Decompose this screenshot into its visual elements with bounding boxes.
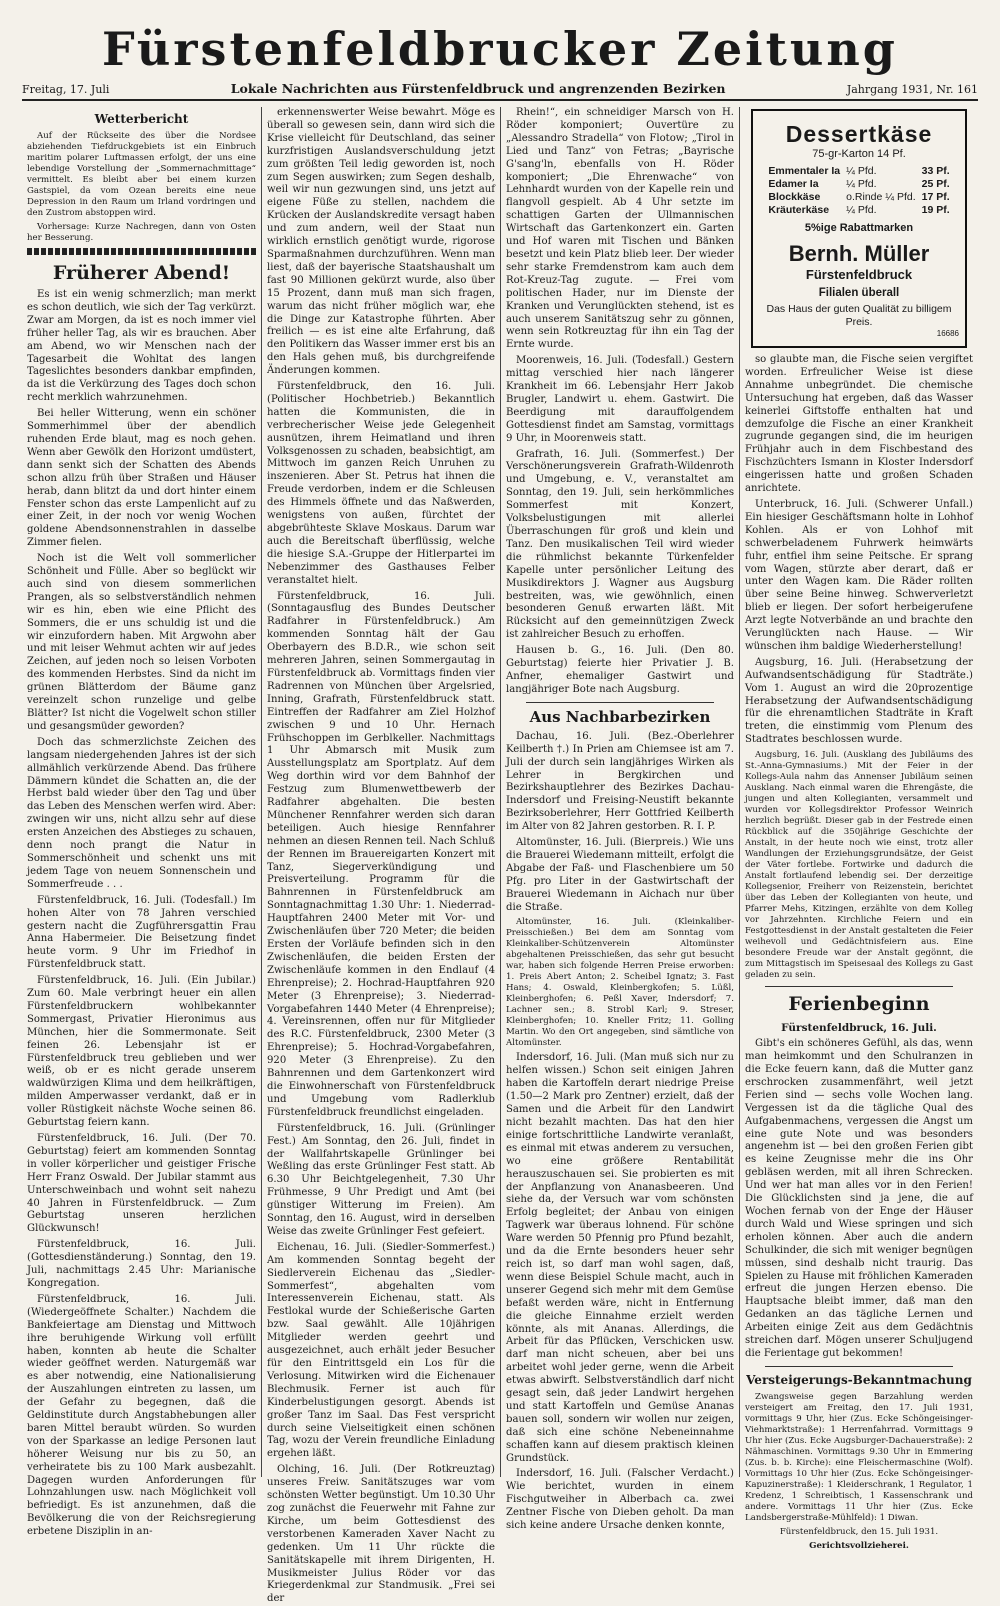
news-item: Eichenau, 16. Juli. (Siedler-Sommerfest.) Am kommenden Sonntag begeht der Siedlerverein Eichenau das „Siedler-Sommerfest“, abgehalten vom Interessenverein Eichenau, statt. Als Festlokal wurde der Schießerische Garten bzw. Saal gewählt. Alle 10jährigen Mitglieder werden geehrt und ausgezeichnet, auch erhält jeder Besucher für den Eintrittsgeld ein Los für die Verlosung. Mitwirken wird die Eichenauer Blechmusik. Ferner ist auch für Kinderbelustigungen gesorgt. Abends ist großer Tanz im Saal. Das Fest verspricht durch seine Vielseitigkeit einen schönen Tag, wozu der Verein freundliche Einladung ergehen läßt. [267,1241,495,1460]
ad-discount: 5%ige Rabattmarken [804,222,914,234]
ad-price-row [765,165,952,178]
ad-item-unit: ¼ Pfd. [846,178,877,190]
section-heading: Aus Nachbarbezirken [529,707,711,726]
notice-office: Gerichtsvollzieherei. [809,1540,909,1551]
news-item: Fürstenfeldbruck, 16. Juli. (Der 70. Geburtstag) feiert am kommenden Sonntag in voller körperlicher und geistiger Frische Herr Franz Oswald. Der Jubilar stammt aus Unterschweinbach und wohnt seit nahezu 40 Jahren in Fürstenfeldbruck. — Zum Geburtstag unseren herzlichen Glückwunsch! [27,1133,256,1235]
continued-text: erkennenswerter Weise bewahrt. Möge es überall so gewesen sein, dann wird sich die Krise vielleicht für Deutschland, das seiner kurzfristigen Auslandsverschuldung jetzt zum größten Teil ledig geworden ist, noch zum Segen auswirken; zum Segen deshalb, weil wir nun gezwungen sind, uns jetzt auf eigene Füße zu stellen, nachdem die Krücken der Auslandskredite versagt haben und zum andern, weil der Staat nun wirklich ernstlich genötigt wurde, rigorose Sparmaßnahmen durchzuführen. Wenn man liest, daß der bayerische Staatshaushalt um fast 90 Millionen gekürzt wurde, also über 15 Prozent, dann muß man sich fragen, warum das nicht früher möglich war, ehe die Dinge zur Katastrophe führten. Aber freilich — es ist eine alte Erfahrung, daß den Politikern das Wasser immer erst bis an den Hals gehen muß, bis durchgreifende Änderungen kommen. [267,107,495,377]
news-item: Indersdorf, 16. Juli. (Falscher Verdacht.) Wie berichtet, wurden in einem Fischgutweiher in Alberbach ca. zwei Zentner Fische von Dieben geholt. Da man sich keine andere Ursache denken konnte, [506,1468,734,1532]
ad-branches: Filialen überall [818,287,900,299]
news-item: Hausen b. G., 16. Juli. (Den 80. Geburtstag) feierte hier Privatier J. B. Anfner, ehemaliger Gastwirt und langjähriger Bote nach Augsburg. [506,645,734,695]
article-columns [22,107,978,1605]
ad-price-list [765,165,952,217]
essay-paragraph: Bei heller Witterung, wenn ein schöner Sommerhimmel über der abendlich ruhenden Erde blaut, mag es noch gehen. Wenn aber Gewölk den Horizont umdüstert, dann senkt sich der Schatten des Abends schon allzu früh über Straßen und Häuser herab, dann blitzt da und dort hinter einem Fenster schon das erste Lampenlicht auf zu einer Zeit, in der noch vor wenig Wochen goldene Abendsonnenstrahlen in dasselbe Zimmer fielen. [27,408,256,549]
section-divider [526,702,714,703]
news-item: Fürstenfeldbruck, 16. Juli. (Ein Jubilar.) Zum 60. Male verbringt heuer ein allen Fürstenfeldbruckern wohlbekannter Sommergast, Privatier Hieronimus aus München, hier die Sommermonate. Seit feinen 26. Lebensjahr ist er Fürstenfeldbruck treu geblieben und wer weiß, ob er es nicht gerade unserem waldwürzigen Klima und dem heilkräftigen, milden Amperwasser verdankt, daß er in voller Rüstigkeit nächste Woche seinen 86. Geburtstag feiern kann. [27,975,256,1129]
essay-paragraph: Es ist ein wenig schmerzlich; man merkt es schon deutlich, wie sich der Tag verkürzt. Zwar am Morgen, da ist es noch immer viel früher heller Tag, als wir es brauchen. Aber am Abend, wo wir Menschen nach der Tagesarbeit die Wohltat des langen Tageslichtes besonders dankbar empfinden, da ist die Verkürzung des Tages doch schon recht merklich wahrzunehmen. [27,289,256,404]
notice-text: Zwangsweise gegen Barzahlung werden versteigert am Freitag, den 17. Juli 1931, vormittags 9 Uhr, hier (Zus. Ecke Schöngeisinger-Viehmarktstraße): 1 Herrenfahrrad. Vormittags 9 Uhr hier (Zus. Ecke Augsburger-Dachauerstraße): 2 Nähmaschinen. Vormittags 9.30 Uhr in Emmering (Zus. b. b. Kirche): eine Fleischermaschine (Wolf). Vormittags 10 Uhr hier (Zus. Ecke Schöngeisinger-Kapuzinerstraße): 1 Kleiderschrank, 1 Regulator, 1 Kredenz, 1 Schreibtisch, 1 Kassenschrank und andere. Vormittags 11 Uhr hier (Zus. Ecke Landsbergerstraße-Mühlfeld): 1 Diwan. [745,1391,973,1523]
news-item: Olching, 16. Juli. (Der Rotkreuztag) unseres Freiw. Sanitätszuges war vom schönsten Wetter begünstigt. Um 10.30 Uhr zog zunächst die Feuerwehr mit Fahne zur Kirche, um beim Gottesdienst des verstorbenen Kameraden Xaver Nacht zu gedenken. Um 11 Uhr rückte die Sanitätskapelle mit ihrem Dirigenten, H. Musikmeister Julius Röder vor das Kriegerdenkmal zur Standmusik. „Frei sei der [267,1464,495,1605]
masthead-subtitle: Lokale Nachrichten aus Fürstenfeldbruck und angrenzenden Bezirken [230,81,726,96]
news-item: Moorenweis, 16. Juli. (Todesfall.) Gestern mittag verschied hier nach längerer Krankheit im 66. Lebensjahr Herr Jakob Brugler, Landwirt u. ehem. Gastwirt. Die Beerdigung mit darauffolgendem Gottesdienst findet am Samstag, vormittags 9 Uhr, in Moorenweis statt. [506,355,734,444]
newspaper-title: Fürstenfeldbrucker Zeitung [102,22,898,76]
ad-item-price: 17 Pf. [921,191,950,203]
section-heading: Ferienbeginn [788,993,930,1016]
news-item: Altomünster, 16. Juli. (Bierpreis.) Wie uns die Brauerei Wiedemann mitteilt, erfolgt die Abgabe der Faß- und Flaschenbiere um 50 Pfg. pro Liter in der Gastwirtschaft der Brauerei Wiedemann in Aichach nur über die Straße. [506,837,734,913]
news-item: Augsburg, 16. Juli. (Herabsetzung der Aufwandsentschädigung für Stadträte.) Vom 1. August an wird die 20prozentige Herabsetzung der Aufwandsentschädigung für die ehrenamtlichen Stadträte in Kraft treten, die einstimmig vom Plenum des Stadtrates beschlossen wurde. [745,656,973,746]
news-item: Fürstenfeldbruck, 16. Juli. (Gottesdienständerung.) Sonntag, den 19. Juli, nachmittags 2.45 Uhr: Marianische Kongregation. [27,1239,256,1289]
news-item: Fürstenfeldbruck, 16. Juli. (Sonntagausflug des Bundes Deutscher Radfahrer in Fürstenfeldbruck.) Am kommenden Sonntag hält der Gau Oberbayern des B.D.R., wie schon seit mehreren Jahren, seinen Sommergautag in Fürstenfeldbruck ab. Vormittags finden vier Radrennen von München über Argelsried, Inning, Grafrath, Fürstenfeldbruck statt. Eintreffen der Radfahrer am Ziel Holzhof zwischen 9 und 10 Uhr. Hernach Frühschoppen im Gerblkeller. Nachmittags 1 Uhr Abmarsch mit Musik zum Ausstellungsplatz am Sportplatz. Auf dem Weg dorthin wird vor dem Bahnhof der Festzug zum Blumenwettbewerb der Radfahrer abgehalten. Die besten Münchener Rennfahrer werden sich daran beteiligen. Auch hiesige Rennfahrer nehmen an diesen Rennen teil. Nach Schluß der Rennen im Brauereigarten Konzert mit Tanz, Siegerverkündigung und Preisverteilung. Programm für die Bahnrennen in Fürstenfeldbruck am Sonntagnachmittag 1.30 Uhr: 1. Niederrad-Hauptfahren 2400 Meter mit Vor- und Zwischenläufen über 720 Meter; die beiden Ersten der Vorläufe befinden sich in den Zwischenläufen, die beiden Ersten der Zwischenläufe kommen in den Endlauf (4 Ehrenpreise); 2. Hochrad-Hauptfahren 920 Meter (3 Ehrenpreise); 3. Niederrad-Vorgabefahren 1440 Meter (4 Ehrenpreise); 4. Vereinsrennen, offen nur für Mitglieder des R.C. Fürstenfeldbruck, 2300 Meter (3 Ehrenpreise); 5. Hochrad-Vorgabefahren, 920 Meter (3 Ehrenpreise). Zu den Bahnrennen und dem Gartenkonzert wird die Einwohnerschaft von Fürstenfeldbruck und Umgebung vom Radlerklub Fürstenfeldbruck freundlichst eingeladen. [267,590,495,1118]
article-text: Gibt's ein schöneres Gefühl, als das, wenn man heimkommt und den Schulranzen in die Ecke feuern kann, daß die Mutter ganz erschrocken zusammenfährt, weil jetzt Ferien sind — sechs volle Wochen lang. Vergessen ist da die tägliche Qual des Aufgabenmachens, vergessen die Angst um eine gute Note und was besonders angenehm ist — bei den großen Ferien gibt es keine Zeugnisse mehr die ins Ohr gebläsen werden, mit all ihren Schrecken. Und wer hat man alles vor in den Ferien! Die Glücklichsten sind ja jene, die auf Wochen fernab von der Enge der Häuser durch Wald und Wiese springen und sich erholen können. Aber auch die andern Schulkinder, die sich mit weniger begnügen müssen, sind deshalb nicht traurig. Das Spielen zu Hause mit fröhlichen Kameraden erfreut die jungen Herzen ebenso. Die Hauptsache bleibt immer, daß man den Gedanken an das tägliche Lernen und Arbeiten einige Zeit aus dem Gedächtnis streichen darf. Mögen unserer Schuljugend die Ferientage gut bekommen! [745,1038,973,1359]
ad-town: Fürstenfeldbruck [805,267,913,282]
masthead-subline [22,78,978,101]
news-item: Grafrath, 16. Juli. (Sommerfest.) Der Verschönerungsverein Grafrath-Wildenroth und Umgebung, e. V., veranstaltet am Sonntag, den 19. Juli, sein herkömmliches Sommerfest mit Konzert, Volksbelustigungen mit allerlei Überraschungen für groß und klein und Tanz. Den musikalischen Teil wird wieder die rühmlichst bekannte Türkenfelder Kapelle unter persönlicher Leitung des Musikdirektors J. Wagner aus Augsburg bestreiten, was, wie gewöhnlich, einen besonderen Genuß erwarten läßt. Mit Rücksicht auf den gemeinnützigen Zweck ist zahlreicher Besuch zu erhoffen. [506,448,734,641]
section-divider [765,1366,953,1367]
column-4 [739,107,978,1551]
ad-item-price: 25 Pf. [921,178,950,190]
ad-price-row [765,178,952,191]
column-1 [22,107,261,1538]
ad-code: 16686 [936,329,959,338]
ad-item-unit: ¼ Pfd. [846,204,877,216]
ad-price-row [765,204,952,217]
continued-text: so glaubte man, die Fische seien vergiftet worden. Erfreulicher Weise ist diese Annahme unbegründet. Die chemische Untersuchung hat ergeben, daß das Wasser keinerlei Giftstoffe enthalten hat und demzufolge die Fische an einer Krankheit zugrunde gegangen sind, die im heurigen Frühjahr auch in dem Fischbestand des Fischzüchters Ismann in Kloster Indersdorf eingerissen hatte und großen Schaden anrichtete. [745,354,973,495]
news-item: Augsburg, 16. Juli. (Ausklang des Jubiläums des St.-Anna-Gymnasiums.) Mit der Feier in der Kollegs-Aula nahm das Annenser Jubiläum seinen Ausklang. Nach einmal waren die Ehrengäste, die jungen und alten Kollegianten, versammelt und wurden vor Kollegsdirektor Professor Weinrich herzlich begrüßt. Dieser gab in der Festrede einen Rückblick auf die 350jährige Geschichte der Anstalt, in der heute noch wie einst, trotz aller Wandlungen der Erziehungsgrundsätze, der Geist der Väter fortlebe. Fortwirke und dadurch die Anstalt fortlaufend lebendig sei. Der derzeitige Kollegsenior, Freiherr von Reizenstein, berichtet über das Leben der Kollegianten von heute, und Pfarrer Mehs, Kitzingen, erzählte von dem Kolleg vor Jahrzehnten. Kirchliche Feiern und ein Festgottesdienst in der Anstalt gestalteten die Feier weihevoll und Gedächtnisfeiern aus. Eine besondere Freude war der Anstalt gegönnt, die zum Mittagstisch im Speisesaal des Kollegs zu Gast geladen zu sein. [745,750,973,981]
news-item: Fürstenfeldbruck, den 16. Juli. (Politischer Hochbetrieb.) Bekanntlich hatten die Kommunisten, die in verbrecherischer Weise jede Gelegenheit ausnützen, ihrem Heimatland und ihren Volksgenossen zu schaden, beabsichtigt, am Mittwoch im ganzen Reich Unruhen zu inszenieren. Aber St. Petrus hat ihnen die Freude verdorben, indem er die Schleusen des Himmels öffnete und das Naßwerden, wenigstens von außen, fürchtet der abgebrühteste Sklave Moskaus. Darum war auch die Bereitschaft überflüssig, welche die hiesige S.A.-Gruppe der Hitlerpartei im Nebenzimmer des Gasthauses Felber veranstaltet hielt. [267,381,495,586]
essay-heading: Früherer Abend! [52,262,231,284]
news-item: Fürstenfeldbruck, 16. Juli. (Grünlinger Fest.) Am Sonntag, den 26. Juli, findet in der Wallfahrtskapelle Grünlinger bei Weßling das erste Grünlinger Fest statt. Ab 6.30 Uhr Beichtgelegenheit, 7.30 Uhr Frühmesse, 9 Uhr Predigt und Amt (bei günstiger Witterung im Freien). Am Sonntag, den 16. August, wird in derselben Weise das zweite Grünlinger Fest gefeiert. [267,1122,495,1237]
news-item: Fürstenfeldbruck, 16. Juli. (Todesfall.) Im hohen Alter von 78 Jahren verschied gestern nacht die Zugführersgattin Frau Anna Habermeier. Die Beisetzung findet heute vorm. 9 Uhr im Friedhof in Fürstenfeldbruck statt. [27,894,256,971]
column-2 [261,107,500,1605]
ad-item-name: Blockkäse [768,191,821,203]
issue-date: Freitag, 17. Juli [22,83,110,96]
ad-item-price: 19 Pf. [921,204,950,216]
ad-item-name: Edamer Ia [768,178,819,190]
ad-item-name: Emmentaler Ia [768,165,841,177]
news-item: Dachau, 16. Juli. (Bez.-Oberlehrer Keilberth †.) In Prien am Chiemsee ist am 7. Juli der durch sein langjähriges Wirken als Lehrer in Bergkirchen und Bezirkshauptlehrer des Bezirkes Dachau-Indersdorf und Freising-Neustift bekannte Bezirksoberlehrer, Herr Gottfried Keilberth im Alter von 82 Jahren gestorben. R. I. P. [506,730,734,833]
cheese-advertisement [751,109,967,348]
essay-paragraph: Doch das schmerzlichste Zeichen des langsam niedergehenden Jahres ist der sich allmählich verkürzende Abend. Das frühere Dämmern kündet die Schatten an, die der Herbst bald wieder über den Tag und über das Leben des Menschen werfen wird. Aber: zwingen wir uns, nicht allzu sehr auf diese ersten Anzeichen des Abstieges zu schauen, denn noch prangt die Natur in Sommerschönheit und schenkt uns mit jedem Tage von neuem Sonnenschein und Sommerfreude . . . [27,736,256,890]
notice-signature: Fürstenfeldbruck, den 15. Juli 1931. [779,1526,939,1537]
decorative-rule [27,248,256,255]
issue-volume: Jahrgang 1931, Nr. 161 [846,83,978,96]
weather-forecast: Vorhersage: Kurze Nachregen, dann von Osten her Besserung. [27,222,256,243]
news-item: Fürstenfeldbruck, 16. Juli. (Wiedergeöffnete Schalter.) Nachdem die Bankfeiertage am Dienstag und Mittwoch ihre beruhigende Wirkung voll erfüllt haben, konnten ab heute die Schalter wieder geöffnet werden. Naturgemäß war es aber notwendig, eine Nationalisierung der Auszahlungen eintreten zu lassen, um der Gefahr zu begegnen, daß die Geldinstitute durch Angstabhebungen aller baren Mittel beraubt würden. So wurden von der Sparkasse an ledige Personen laut höherer Weisung nur bis zu 50, an verheiratete bis zu 100 Mark ausbezahlt. Dagegen wurden Anforderungen für Lohnzahlungen usw. nach Möglichkeit voll befriedigt. Es ist anzunehmen, daß die Bevölkerung die von der Reichsregierung erbetene Disziplin in an- [27,1293,256,1538]
ad-subline: 75-gr-Karton 14 Pf. [812,148,906,160]
weather-heading: Wetterbericht [94,112,189,126]
news-item: Altomünster, 16. Juli. (Kleinkaliber-Preisschießen.) Bei dem am Sonntag vom Kleinkaliber-Schützenverein Altomünster abgehaltenen Preisschießen, das sehr gut besucht war, haben sich folgende Herren Preise erworben: 1. Preis Abert Anton; 2. Scheibel Ignatz; 3. Fast Hans; 4. Oswald, Kleinbergkofen; 5. Lüßl, Kleinberghofen; 6. Peßl Xaver, Indersdorf; 7. Lachner sen.; 8. Strobl Karl; 9. Streser, Kleinberghofen; 10. Kneller Fritz; 11. Golling Martin. Wo den Ort angegeben, sind sämtliche von Altomünster. [506,917,734,1049]
ad-item-price: 33 Pf. [921,165,950,177]
news-item: Indersdorf, 16. Juli. (Man muß sich nur zu helfen wissen.) Schon seit einigen Jahren haben die Kartoffeln derart niedrige Preise (1.50—2 Mark pro Zentner) erzielt, daß der Samen und die Arbeit für den Landwirt nicht bezahlt machten. Das hat den hier einige fortschrittliche Landwirte veranlaßt, es einmal mit etwas anderem zu versuchen, wo eine größere Rentabilität herauszuschauen sei. Sie probierten es mit der Anpflanzung von Ananasbeeren. Und siehe da, der Versuch war vom schönsten Erfolg begleitet; der Anbau von einigen Tagwerk war überaus lohnend. Für schöne Ware werden 50 Pfennig pro Pfund bezahlt, und da die Ernte besonders heuer sehr reich ist, so darf man wohl sagen, daß, wenn diese Beispiel Schule macht, auch in unserer Gegend sich mehr mit dem Gemüse befaßt werden wäre, nicht in Entfernung die gleiche Einnahme erzielt werden könnte, als mit Ananas. Allerdings, die Arbeit für das Pflücken, Verschicken usw. darf man nicht scheuen, aber bei uns arbeitet wohl jeder gerne, wenn die Arbeit etwas abwirft. Selbstverständlich darf nicht gesagt sein, daß jeder Landwirt hergehen und statt Kartoffeln und Gemüse Ananas bauen soll, sondern wir wollen nur zeigen, daß sich eine schöne Nebeneinnahme schaffen kann auf diesem praktisch kleinen Grundstück. [506,1052,734,1464]
news-item: Unterbruck, 16. Juli. (Schwerer Unfall.) Ein hiesiger Geschäftsmann holte in Lohhof Kohlen. Als er von Lohhof mit schwerbeladenem Fuhrwerk heimwärts fuhr, entfiel ihm seine Peitsche. Er sprang vom Wagen, stürzte aber derart, daß er unter den Wagen kam. Die Räder rollten über seine Beine hinweg. Schwerverletzt blieb er liegen. Der sofort herbeigerufene Arzt legte Notverbände an und brachte den Verunglückten nach Hause. — Wir wünschen ihm baldige Wiederherstellung! [745,498,973,652]
ad-item-unit: ¼ Pfd. [846,165,877,177]
column-3 [500,107,739,1532]
section-divider [765,986,953,987]
weather-report: Auf der Rückseite des über die Nordsee abziehenden Tiefdruckgebiets ist ein Einbruch maritim polarer Luftmassen erfolgt, der uns eine lebendige Vorstellung der „Sommernachmittage“ vermittelt. Es bleibt aber bei einem kurzen Gastspiel, da vom Ozean bereits eine neue Depression in den Raum um Irland vordringen und den Zustrom abstoppen wird. [27,131,256,218]
notice-heading: Versteigerungs-Bekanntmachung [746,1372,972,1387]
ad-item-unit: o.Rinde ¼ Pfd. [846,191,916,203]
ad-merchant: Bernh. Müller [788,241,930,266]
continued-text: Rhein!“, ein schneidiger Marsch von H. Röder komponiert; Ouvertüre zu „Alessandro Stradella“ von Flotow; „Tirol in Lied und Tanz“ von Fetras; „Bayrische G'sang'ln, ebenfalls von H. Röder komponiert; „Die Ehrenwache“ von Lehnhardt wurden von der Kapelle rein und flangvoll gespielt. Ab 4 Uhr setzte im schattigen Garten der Ullmannischen Wirtschaft das Gartenkonzert ein. Garten und Hof waren mit Tischen und Bänken besetzt und kein Platz blieb leer. Der wieder sehr starke Fremdenstrom kam auch dem Rot-Kreuz-Tag zugute. — Frei vom politischen Hader, nur im Dienste der Kranken und Verunglückten stehend, ist es auch unserem Sanitätszug sehr zu gönnen, wenn sein Rotkreuztag für ihn ein Tag der Ernte wurde. [506,107,734,351]
ad-item-name: Kräuterkäse [768,204,830,216]
essay-paragraph: Noch ist die Welt voll sommerlicher Schönheit und Fülle. Aber so beglückt wir auch sind von diesem sommerlichen Prangen, als so selbstverständlich nehmen wir es hin, eben wie eine Pflicht des Sommers, die er uns schuldig ist und die wir einzufordern haben. Mit Argwohn aber und mit leiser Wehmut achten wir auf jedes Zeichen, auf jeden noch so leisen Vorboten des kommenden Herbstes. Sind da nicht im grünen Blätterdom der Bäume ganz vereinzelt schon runzelige und gelbe Blätter? Ist nicht die Vogelwelt schon stiller und gesangsmüder geworden? [27,553,256,732]
ad-slogan: Das Haus der guten Qualität zu billigem Preis. [766,303,952,328]
ad-price-row [765,191,952,204]
ad-headline: Dessertkäse [785,121,933,147]
dateline: Fürstenfeldbruck, 16. Juli. [781,1022,937,1035]
